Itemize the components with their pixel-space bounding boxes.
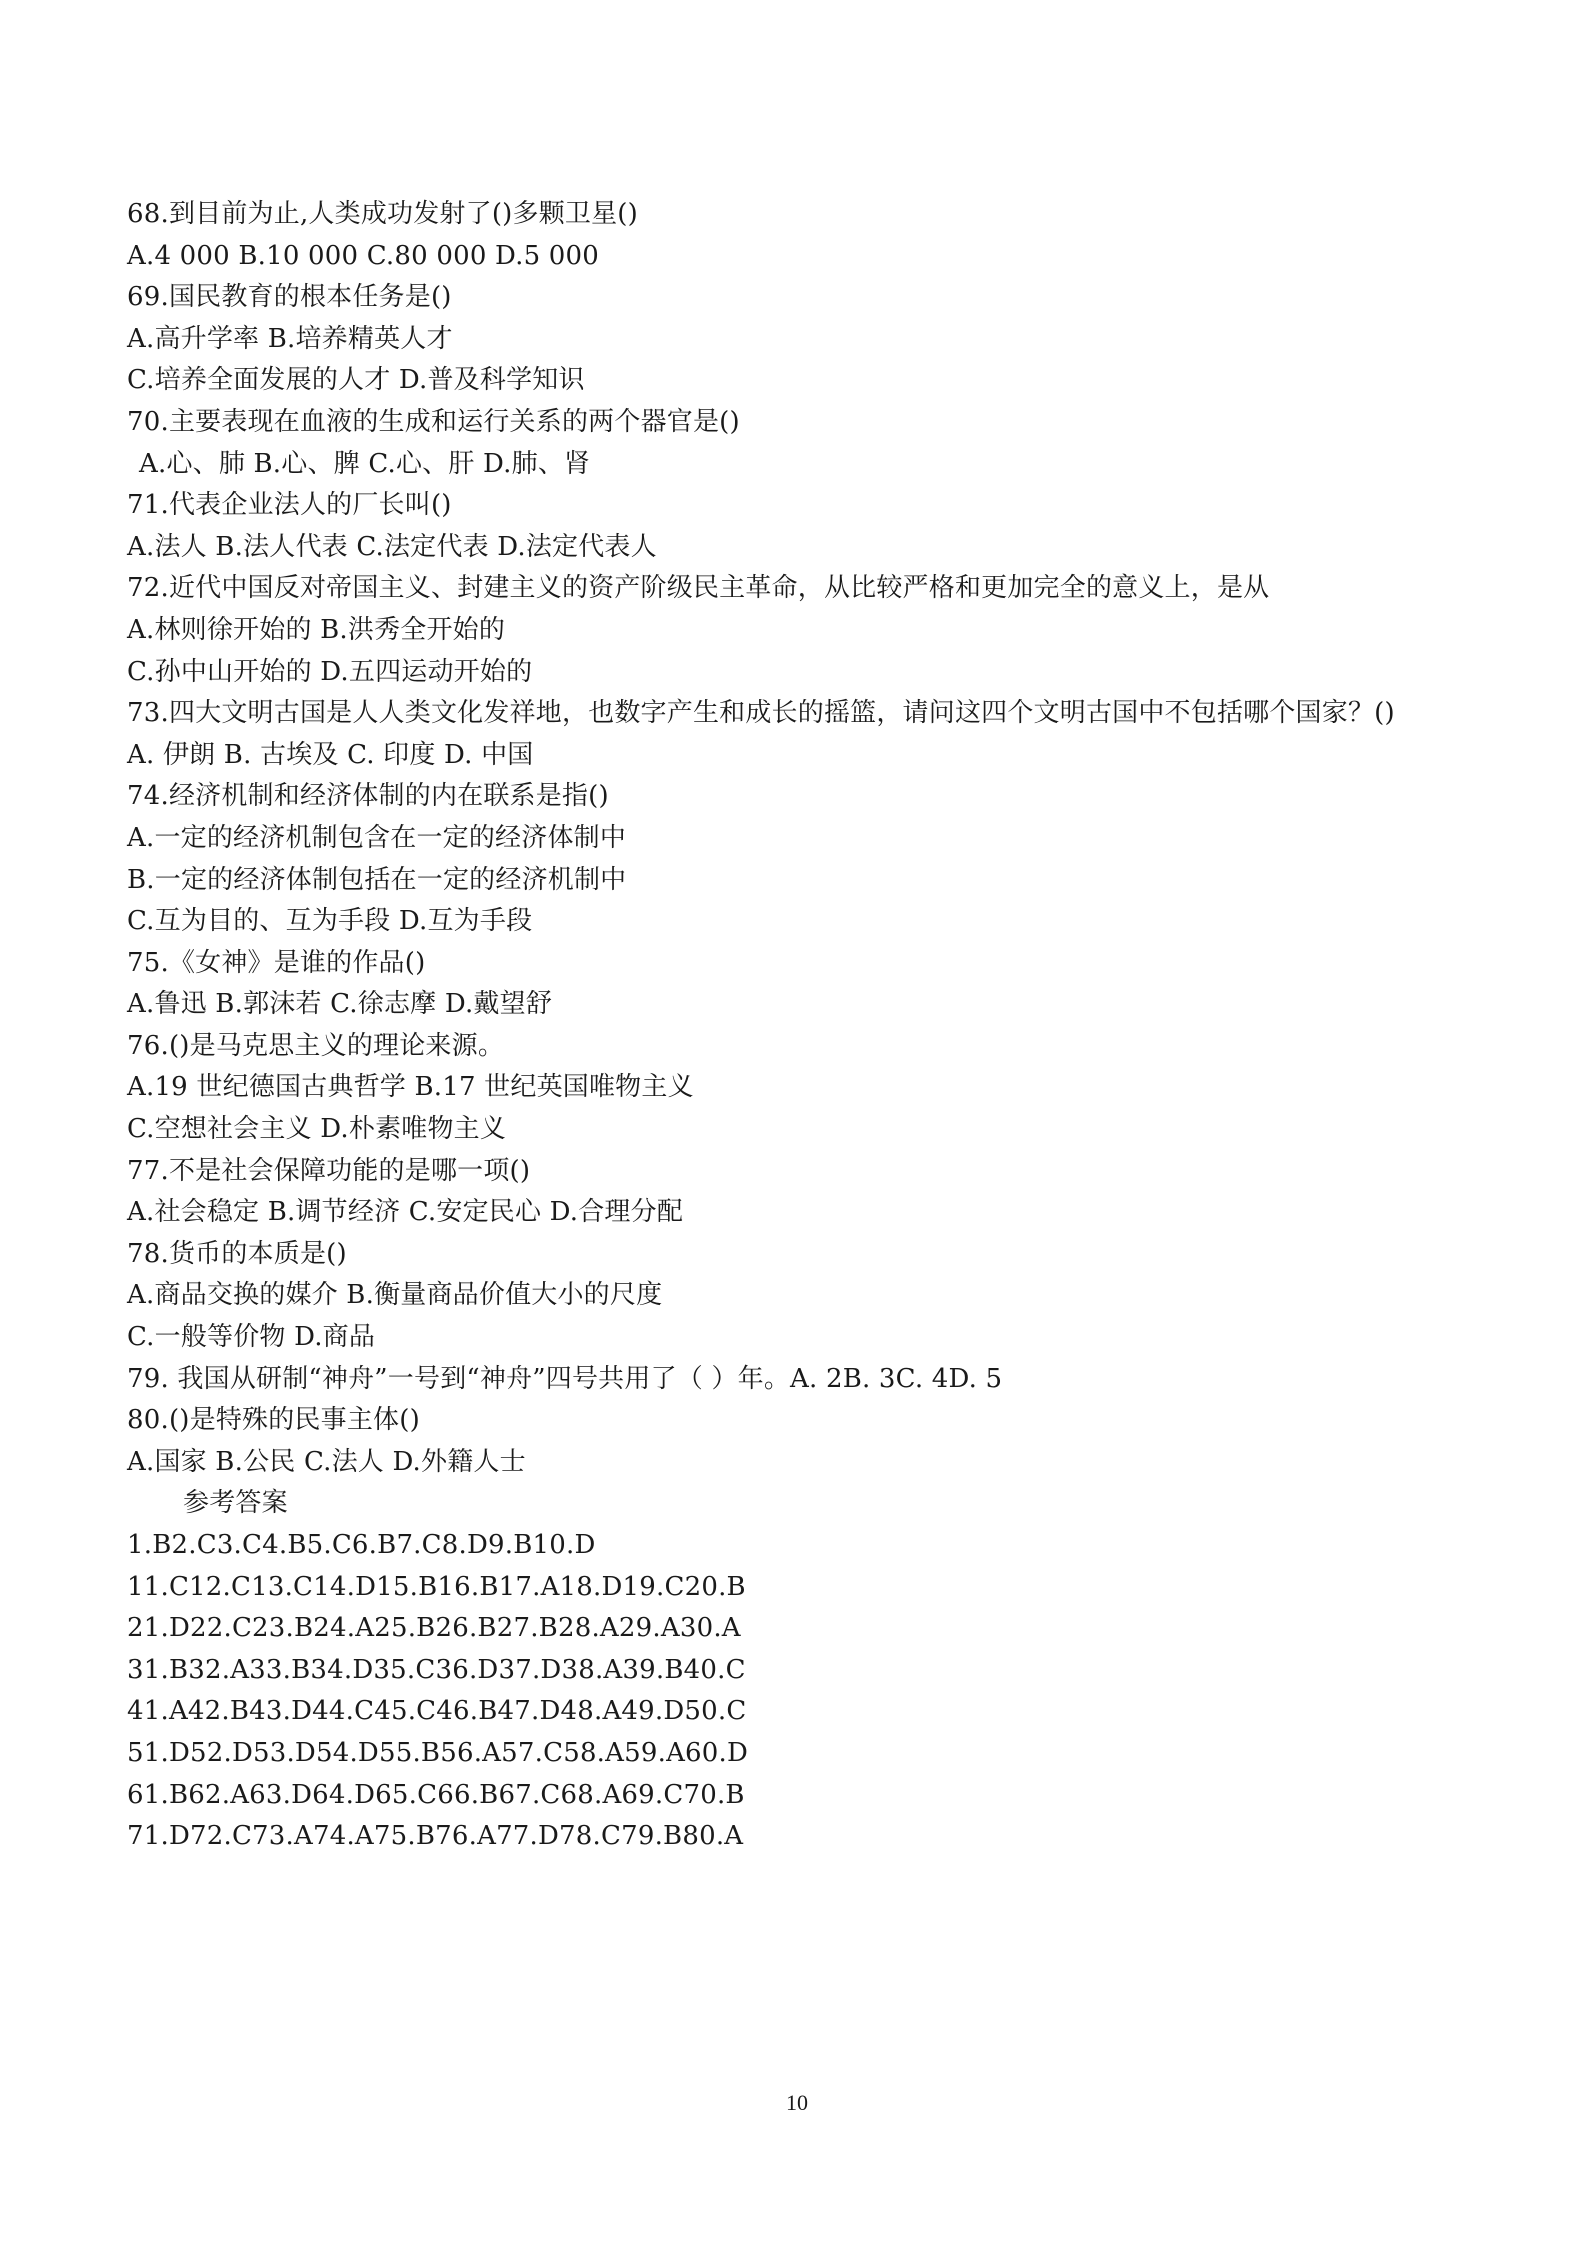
page-content xyxy=(127,194,1487,1858)
answer-key-row-5: 41.A42.B43.D44.C45.C46.B47.D48.A49.D50.C xyxy=(127,1696,747,1727)
answer-key-heading: 参考答案 xyxy=(183,1488,288,1519)
answer-key-row-3: 21.D22.C23.B24.A25.B26.B27.B28.A29.A30.A xyxy=(127,1613,741,1644)
question-74: 74.经济机制和经济体制的内在联系是指() xyxy=(127,781,609,812)
question-69-options-2: C.培养全面发展的人才 D.普及科学知识 xyxy=(127,365,585,396)
question-74-options-cd: C.互为目的、互为手段 D.互为手段 xyxy=(127,906,533,937)
question-69: 69.国民教育的根本任务是() xyxy=(127,282,452,313)
answer-key-row-7: 61.B62.A63.D64.D65.C66.B67.C68.A69.C70.B xyxy=(127,1779,745,1810)
question-72-options-1: A.林则徐开始的 B.洪秀全开始的 xyxy=(127,614,506,645)
question-71-options: A.法人 B.法人代表 C.法定代表 D.法定代表人 xyxy=(127,531,657,562)
question-77: 77.不是社会保障功能的是哪一项() xyxy=(127,1155,531,1186)
question-69-options-1: A.高升学率 B.培养精英人才 xyxy=(127,323,453,354)
answer-key-row-6: 51.D52.D53.D54.D55.B56.A57.C58.A59.A60.D xyxy=(127,1737,749,1768)
question-76-options-2: C.空想社会主义 D.朴素唯物主义 xyxy=(127,1114,507,1145)
question-76-options-1: A.19 世纪德国古典哲学 B.17 世纪英国唯物主义 xyxy=(127,1072,694,1103)
question-80-options: A.国家 B.公民 C.法人 D.外籍人士 xyxy=(127,1446,526,1477)
question-68-options: A.4 000 B.10 000 C.80 000 D.5 000 xyxy=(127,240,600,271)
question-78: 78.货币的本质是() xyxy=(127,1238,347,1269)
answer-key-row-2: 11.C12.C13.C14.D15.B16.B17.A18.D19.C20.B xyxy=(127,1571,746,1602)
question-70: 70.主要表现在血液的生成和运行关系的两个器官是() xyxy=(127,406,740,437)
question-71: 71.代表企业法人的厂长叫() xyxy=(127,490,452,521)
answer-key-row-1: 1.B2.C3.C4.B5.C6.B7.C8.D9.B10.D xyxy=(127,1530,596,1560)
question-74-option-b: B.一定的经济体制包括在一定的经济机制中 xyxy=(127,864,627,895)
question-72: 72.近代中国反对帝国主义、封建主义的资产阶级民主革命，从比较严格和更加完全的意义上，是从 xyxy=(127,573,1270,604)
question-77-options: A.社会稳定 B.调节经济 C.安定民心 D.合理分配 xyxy=(127,1197,684,1228)
question-72-options-2: C.孙中山开始的 D.五四运动开始的 xyxy=(127,656,533,687)
question-79: 79. 我国从研制“神舟”一号到“神舟”四号共用了（ ）年。A. 2B. 3C. 4D. 5 xyxy=(127,1363,1003,1394)
question-74-option-a: A.一定的经济机制包含在一定的经济体制中 xyxy=(127,822,627,853)
answer-key-row-4: 31.B32.A33.B34.D35.C36.D37.D38.A39.B40.C xyxy=(127,1654,746,1685)
question-75: 75.《女神》是谁的作品() xyxy=(127,947,426,978)
question-75-options: A.鲁迅 B.郭沫若 C.徐志摩 D.戴望舒 xyxy=(127,989,553,1020)
question-73: 73.四大文明古国是人人类文化发祥地，也数字产生和成长的摇篮，请问这四个文明古国中不包括哪个国家？() xyxy=(127,698,1395,729)
question-80: 80.()是特殊的民事主体() xyxy=(127,1405,420,1436)
page-number: 10 xyxy=(786,2090,808,2115)
question-78-options-1: A.商品交换的媒介 B.衡量商品价值大小的尺度 xyxy=(127,1280,663,1311)
answer-key-row-8: 71.D72.C73.A74.A75.B76.A77.D78.C79.B80.A xyxy=(127,1821,744,1852)
question-68: 68.到目前为止,人类成功发射了()多颗卫星() xyxy=(127,199,638,229)
question-76: 76.()是马克思主义的理论来源。 xyxy=(127,1030,505,1061)
question-70-options: A.心、肺 B.心、脾 C.心、肝 D.肺、肾 xyxy=(139,448,591,479)
question-73-options: A. 伊朗 B. 古埃及 C. 印度 D. 中国 xyxy=(127,739,534,770)
question-78-options-2: C.一般等价物 D.商品 xyxy=(127,1322,376,1353)
